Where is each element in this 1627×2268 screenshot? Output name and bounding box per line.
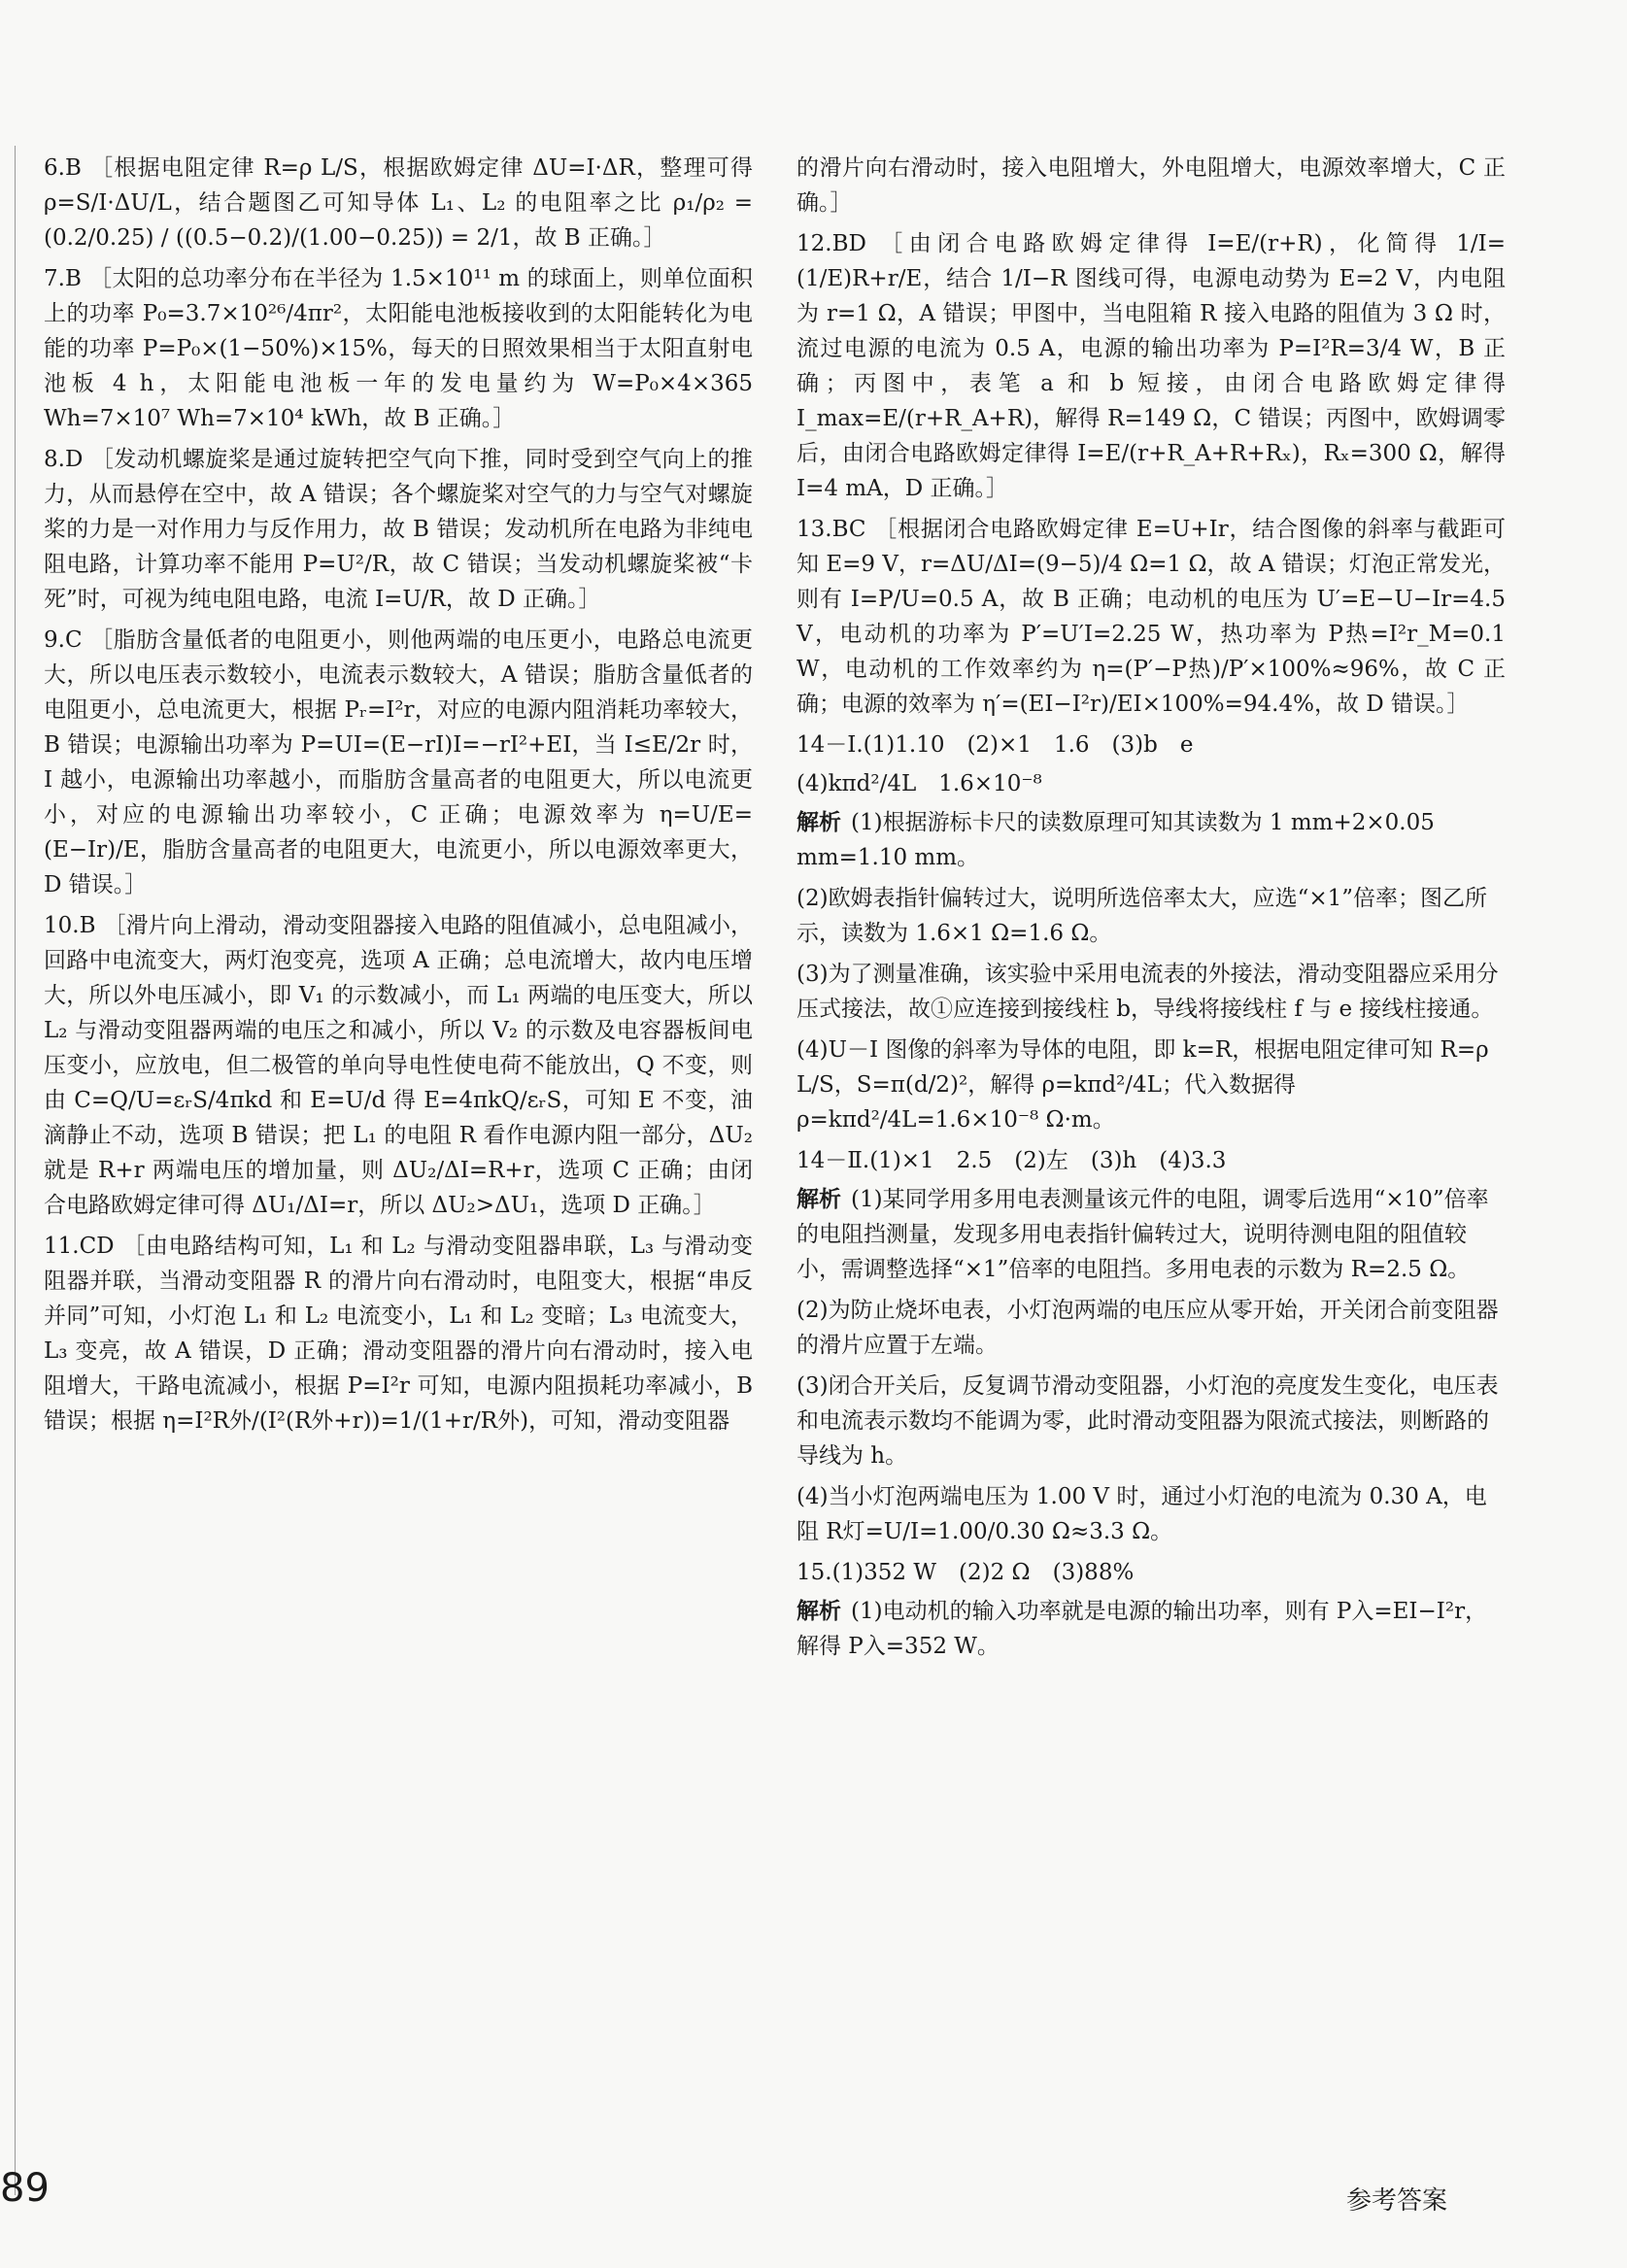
right-column	[797, 151, 1506, 1670]
answer-item-13: 13.BC ［根据闭合电路欧姆定律 E=U+Ir，结合图像的斜率与截距可知 E=9 V，r=ΔU/ΔI=(9−5)/4 Ω=1 Ω，故 A 错误；灯泡正常发光，则有 I=P/U=0.5 A，故 B 正确；电动机的电压为 U′=E−U−Ir=4.5 V，电动机的功率为 P′=U′I=2.25 W，热功率为 P热=I²r_M=0.1 W，电动机的工作效率约为 η=(P′−P热)/P′×100%≈96%，故 C 正确；电源的效率为 η′=(EI−I²r)/EI×100%=94.4%，故 D 错误。］	[797, 517, 1506, 717]
left-margin-rule	[15, 146, 16, 2195]
answer-item-9: 9.C ［脂肪含量低者的电阻更小，则他两端的电压更小，电路总电流更大，所以电压表示数较小，电流表示数较大，A 错误；脂肪含量低者的电阻更小，总电流更大，根据 Pᵣ=I²r，对应的电源内阻消耗功率较大，B 错误；电源输出功率为 P=UI=(E−rI)I=−rI²+EI，当 I≤E/2r 时，I 越小，电源输出功率越小，而脂肪含量高者的电阻更大，所以电流更小，对应的电源输出功率较小，C 正确；电源效率为 η=U/E=(E−Ir)/E，脂肪含量高者的电阻更大，电流更小，所以电源效率更大，D 错误。］	[44, 627, 753, 897]
page-number: 89	[0, 2166, 50, 2211]
explanation-label: 解析	[797, 810, 841, 835]
left-column	[44, 151, 753, 1444]
answer-item-14-2: 14－Ⅱ.(1)×1 2.5 (2)左 (3)h (4)3.3 解析 (1)某同学用多用电表测量该元件的电阻，调零后选用“×10”倍率的电阻挡测量，发现多用电表指针偏转过大，说明待测电阻的阻值较小，需调整选择“×1”倍率的电阻挡。多用电表的示数为 R=2.5 Ω。 (2)为防止烧坏电表，小灯泡两端的电压应从零开始，开关闭合前变阻器的滑片应置于左端。 (3)闭合开关后，反复调节滑动变阻器，小灯泡的亮度发生变化，电压表和电流表示数均不能调为零，此时滑动变阻器为限流式接法，则断路的导线为 h。 (4)当小灯泡两端电压为 1.00 V 时，通过小灯泡的电流为 0.30 A，电阻 R灯=U/I=1.00/0.30 Ω≈3.3 Ω。	[797, 1143, 1506, 1549]
answer-14-2-line: 14－Ⅱ.(1)×1 2.5 (2)左 (3)h (4)3.3	[797, 1148, 1227, 1173]
answer-14-1-line2: (4)kπd²/4L 1.6×10⁻⁸	[797, 771, 1042, 796]
answer-item-8: 8.D ［发动机螺旋桨是通过旋转把空气向下推，同时受到空气向上的推力，从而悬停在空中，故 A 错误；各个螺旋桨对空气的力与空气对螺旋桨的力是一对作用力与反作用力，故 B 错误；发动机所在电路为非纯电阻电路，计算功率不能用 P=U²/R，故 C 错误；当发动机螺旋桨被“卡死”时，可视为纯电阻电路，电流 I=U/R，故 D 正确。］	[44, 447, 753, 612]
answer-item-10: 10.B ［滑片向上滑动，滑动变阻器接入电路的阻值减小，总电阻减小，回路中电流变大，两灯泡变亮，选项 A 正确；总电流增大，故内电压增大，所以外电压减小，即 V₁ 的示数减小，而 L₁ 两端的电压变大，所以 L₂ 与滑动变阻器两端的电压之和减小，所以 V₂ 的示数及电容器板间电压变小，应放电，但二极管的单向导电性使电荷不能放出，Q 不变，则由 C=Q/U=εᵣS/4πkd 和 E=U/d 得 E=4πkQ/εᵣS，可知 E 不变，油滴静止不动，选项 B 错误；把 L₁ 的电阻 R 看作电源内阻一部分，ΔU₂ 就是 R+r 两端电压的增加量，则 ΔU₂/ΔI=R+r，选项 C 正确；由闭合电路欧姆定律可得 ΔU₁/ΔI=r，所以 ΔU₂>ΔU₁，选项 D 正确。］	[44, 913, 753, 1218]
answer-item-7: 7.B ［太阳的总功率分布在半径为 1.5×10¹¹ m 的球面上，则单位面积上的功率 P₀=3.7×10²⁶/4πr²，太阳能电池板接收到的太阳能转化为电能的功率 P=P₀×(1−50%)×15%，每天的日照效果相当于太阳直射电池板 4 h，太阳能电池板一年的发电量约为 W=P₀×4×365 Wh=7×10⁷ Wh=7×10⁴ kWh，故 B 正确。］	[44, 266, 753, 431]
explanation-line: (3)闭合开关后，反复调节滑动变阻器，小灯泡的亮度发生变化，电压表和电流表示数均不能调为零，此时滑动变阻器为限流式接法，则断路的导线为 h。	[797, 1373, 1499, 1469]
answer-item-6: 6.B ［根据电阻定律 R=ρ L/S，根据欧姆定律 ΔU=I·ΔR，整理可得 ρ=S/I·ΔU/L，结合题图乙可知导体 L₁、L₂ 的电阻率之比 ρ₁/ρ₂ = (0.2/0.25) / ((0.5−0.2)/(1.00−0.25)) = 2/1，故 B 正确。］	[44, 155, 753, 251]
explanation-line: (4)当小灯泡两端电压为 1.00 V 时，通过小灯泡的电流为 0.30 A，电阻 R灯=U/I=1.00/0.30 Ω≈3.3 Ω。	[797, 1484, 1487, 1544]
explanation-line: (4)U－I 图像的斜率为导体的电阻，即 k=R，根据电阻定律可知 R=ρ L/S，S=π(d/2)²，解得 ρ=kπd²/4L；代入数据得 ρ=kπd²/4L=1.6×10⁻⁸ Ω·m。	[797, 1037, 1489, 1133]
answer-15-line: 15.(1)352 W (2)2 Ω (3)88%	[797, 1560, 1135, 1585]
answer-item-15: 15.(1)352 W (2)2 Ω (3)88% 解析 (1)电动机的输入功率就是电源的输出功率，则有 P入=EI−I²r，解得 P入=352 W。	[797, 1555, 1506, 1664]
footer-label: 参考答案	[1345, 2186, 1447, 2216]
explanation-label: 解析	[797, 1187, 841, 1212]
explanation-label: 解析	[797, 1599, 841, 1624]
explanation-line: (3)为了测量准确，该实验中采用电流表的外接法，滑动变阻器应采用分压式接法，故①应连接到接线柱 b，导线将接线柱 f 与 e 接线柱接通。	[797, 962, 1499, 1022]
answer-14-1-line: 14－Ⅰ.(1)1.10 (2)×1 1.6 (3)b e	[797, 732, 1194, 758]
explanation-line: (2)欧姆表指针偏转过大，说明所选倍率太大，应选“×1”倍率；图乙所示，读数为 1.6×1 Ω=1.6 Ω。	[797, 886, 1488, 946]
answer-item-12: 12.BD ［由闭合电路欧姆定律得 I=E/(r+R)，化简得 1/I=(1/E)R+r/E，结合 1/I−R 图线可得，电源电动势为 E=2 V，内电阻为 r=1 Ω，A 错误；甲图中，当电阻箱 R 接入电路的阻值为 3 Ω 时，流过电源的电流为 0.5 A，电源的输出功率为 P=I²R=3/4 W，B 正确；丙图中，表笔 a 和 b 短接，由闭合电路欧姆定律得 I_max=E/(r+R_A+R)，解得 R=149 Ω，C 错误；丙图中，欧姆调零后，由闭合电路欧姆定律得 I=E/(r+R_A+R+Rₓ)，Rₓ=300 Ω，解得 I=4 mA，D 正确。］	[797, 231, 1506, 501]
answer-item-14-1: 14－Ⅰ.(1)1.10 (2)×1 1.6 (3)b e (4)kπd²/4L 1.6×10⁻⁸ 解析 (1)根据游标卡尺的读数原理可知其读数为 1 mm+2×0.05 mm=1.10 mm。 (2)欧姆表指针偏转过大，说明所选倍率太大，应选“×1”倍率；图乙所示，读数为 1.6×1 Ω=1.6 Ω。 (3)为了测量准确，该实验中采用电流表的外接法，滑动变阻器应采用分压式接法，故①应连接到接线柱 b，导线将接线柱 f 与 e 接线柱接通。 (4)U－I 图像的斜率为导体的电阻，即 k=R，根据电阻定律可知 R=ρ L/S，S=π(d/2)²，解得 ρ=kπd²/4L；代入数据得 ρ=kπd²/4L=1.6×10⁻⁸ Ω·m。	[797, 728, 1506, 1137]
explanation-line: (2)为防止烧坏电表，小灯泡两端的电压应从零开始，开关闭合前变阻器的滑片应置于左端。	[797, 1298, 1499, 1358]
answer-item-11: 11.CD ［由电路结构可知，L₁ 和 L₂ 与滑动变阻器串联，L₃ 与滑动变阻器并联，当滑动变阻器 R 的滑片向右滑动时，电阻变大，根据“串反并同”可知，小灯泡 L₁ 和 L₂ 电流变小，L₁ 和 L₂ 变暗；L₃ 电流变大，L₃ 变亮，故 A 错误，D 正确；滑动变阻器的滑片向右滑动时，接入电阻增大，干路电流减小，根据 P=I²r 可知，电源内阻损耗功率减小，B 错误；根据 η=I²R外/(I²(R外+r))=1/(1+r/R外)，可知，滑动变阻器	[44, 1234, 753, 1434]
answer-item-11-continued: 的滑片向右滑动时，接入电阻增大，外电阻增大，电源效率增大，C 正确。］	[797, 155, 1506, 216]
